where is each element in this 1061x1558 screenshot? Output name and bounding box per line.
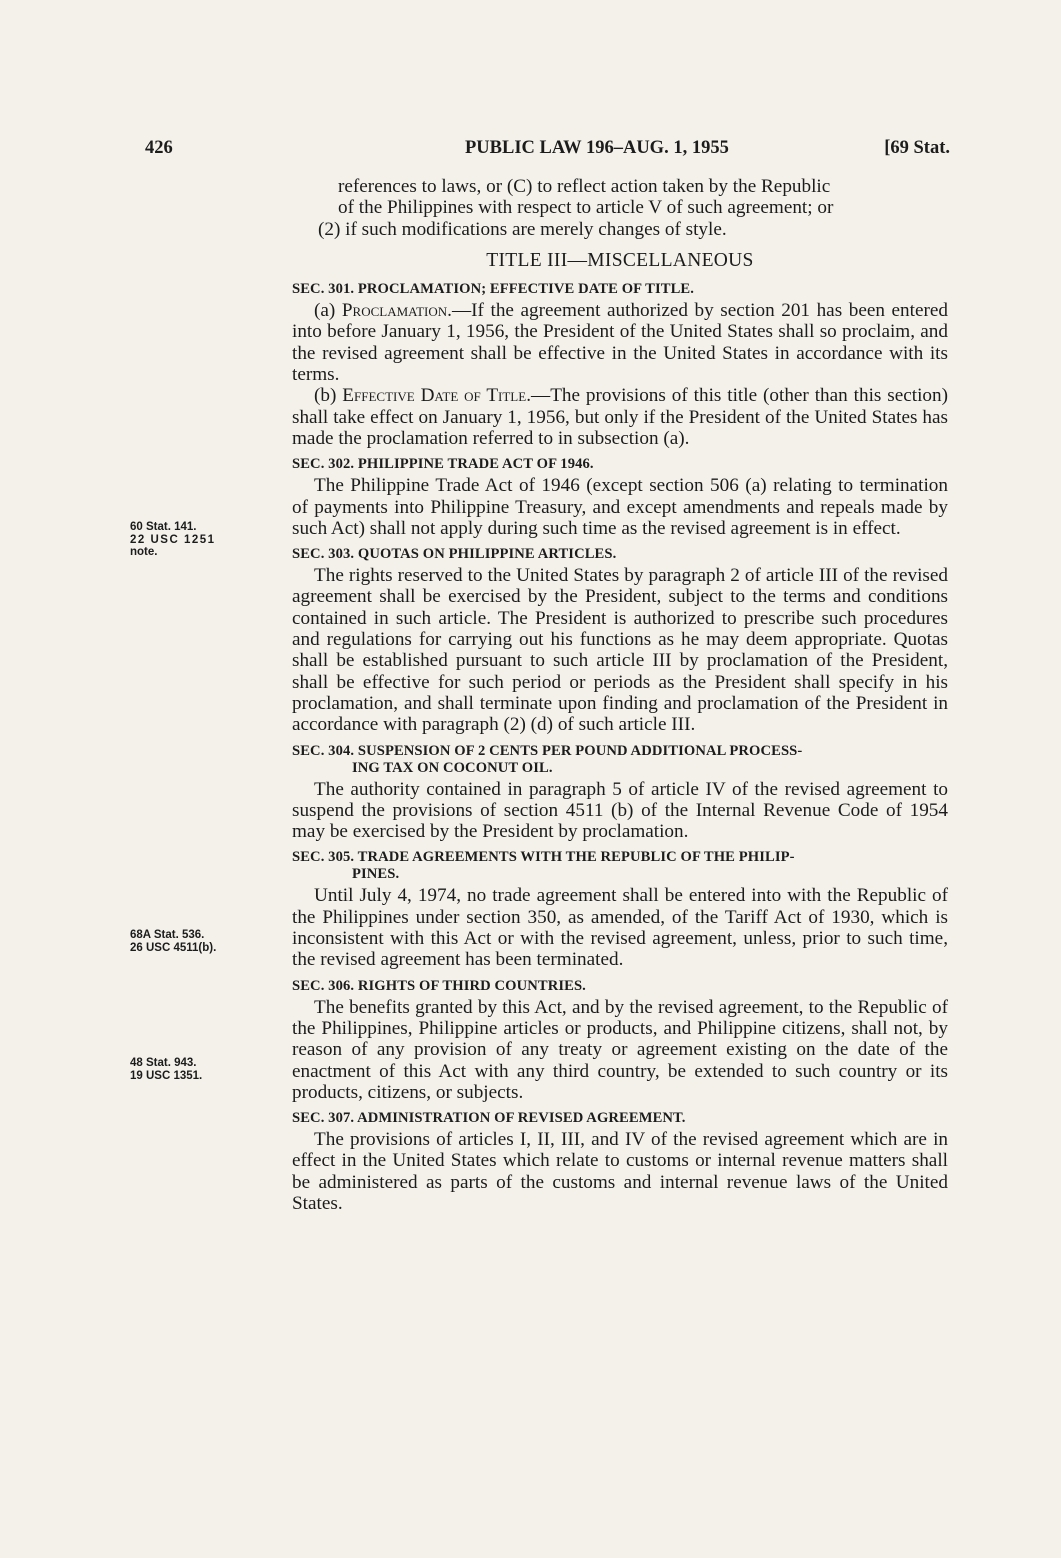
section-302-text: The Philippine Trade Act of 1946 (except section 506 (a) relating to termination of payments into Philippine Treasury, and except amendments and repeals made by such Act) shall not apply during such time as the revised agreement is in effect. (292, 475, 948, 539)
heading-line: SEC. 305. TRADE AGREEMENTS WITH THE REPUBLIC OF THE PHILIP- (292, 849, 795, 866)
margin-note-line: 22 USC 1251 (130, 533, 216, 546)
section-heading-302: SEC. 302. PHILIPPINE TRADE ACT OF 1946. (292, 456, 594, 473)
margin-note-line: 60 Stat. 141. (130, 521, 197, 533)
section-304-text: The authority contained in paragraph 5 of article IV of the revised agreement to suspend the provisions of section 4511 (b) of the Internal Revenue Code of 1954 may be exercised by the President by proclamation. (292, 778, 948, 843)
margin-note-line: note. (130, 546, 158, 558)
subsection-text: —The provisions of this title (other than this section) shall take effect on January 1, 1956, but only if the President of the United States has made the proclamation referred to in subsection (a). (292, 385, 949, 449)
margin-note-60-stat (130, 521, 280, 559)
continued-clause: (2) if such modifications are merely changes of style. (318, 218, 727, 240)
margin-note-68a-stat (130, 929, 280, 954)
margin-note-line: 48 Stat. 943. (130, 1057, 197, 1069)
subsection-label: (a) (314, 300, 342, 322)
volume-reference: [69 Stat. (884, 138, 950, 158)
running-title: PUBLIC LAW 196–AUG. 1, 1955 (465, 138, 729, 158)
subsection-caption: Effective Date of Title. (342, 385, 531, 407)
margin-note-line: 19 USC 1351. (130, 1069, 203, 1082)
title-heading: TITLE III—MISCELLANEOUS (486, 249, 754, 271)
subsection-b (292, 385, 948, 449)
subsection-caption: Proclamation. (341, 300, 452, 322)
section-303-text: The rights reserved to the United States by paragraph 2 of article III of the revised agreement shall be exercised by the President, subject to the terms and conditions contained in such article. The President is authorized to prescribe such procedures and regulations for carrying out his functions as he may deem appropriate. Quotas shall be established pursuant to such article III by proclamation of the President, shall be effective for such period or periods as the President shall specify in his proclamation, and shall terminate upon finding and proclamation of the President in accordance with paragraph (2) (d) of such article III. (292, 565, 948, 736)
margin-note-line: 68A Stat. 536. (130, 929, 205, 941)
section-heading-306: SEC. 306. RIGHTS OF THIRD COUNTRIES. (292, 977, 586, 994)
margin-note-48-stat (130, 1057, 280, 1082)
heading-line: ING TAX ON COCONUT OIL. (352, 759, 553, 776)
subsection-text: —If the agreement authorized by section 201 has been entered into before January 1, 1956, the President of the United States shall so proclaim, and the revised agreement shall be effective in the United States in accordance with its terms. (292, 300, 948, 386)
heading-line: SEC. 304. SUSPENSION OF 2 CENTS PER POUND ADDITIONAL PROCESS- (292, 742, 803, 759)
section-heading-304 (292, 743, 948, 777)
continued-paragraph (292, 176, 948, 219)
section-heading-303: SEC. 303. QUOTAS ON PHILIPPINE ARTICLES. (292, 546, 617, 563)
subsection-label: (b) (314, 385, 343, 407)
text-line: references to laws, or (C) to reflect action taken by the Republic (338, 176, 831, 197)
section-306-text: The benefits granted by this Act, and by the revised agreement, to the Republic of the Philippines, Philippine articles or products, and Philippine citizens, shall not, by reason of any provision of any treaty or agreement existing on the date of the enactment of this Act with any third country, be extended to such country or its products, citizens, or subjects. (292, 996, 948, 1103)
section-heading-307: SEC. 307. ADMINISTRATION OF REVISED AGREEMENT. (292, 1110, 686, 1127)
text-line: of the Philippines with respect to article V of such agreement; or (338, 197, 834, 219)
page-header (145, 138, 950, 162)
section-heading-305 (292, 849, 948, 883)
margin-note-line: 26 USC 4511(b). (130, 941, 217, 954)
page-number: 426 (145, 138, 173, 158)
section-307-text: The provisions of articles I, II, III, and IV of the revised agreement which are in effect in the United States which relate to customs or internal revenue matters shall be administered as parts of the customs and internal revenue laws of the United States. (292, 1129, 948, 1214)
section-305-text: Until July 4, 1974, no trade agreement shall be entered into with the Republic of the Philippines under section 350, as amended, of the Tariff Act of 1930, which is inconsistent with this Act or with the revised agreement, unless, prior to such time, the revised agreement has been terminated. (292, 885, 948, 971)
document-body (292, 176, 948, 1214)
section-heading-301: SEC. 301. PROCLAMATION; EFFECTIVE DATE OF TITLE. (292, 281, 694, 298)
subsection-a (292, 300, 948, 385)
heading-line: PINES. (352, 866, 400, 883)
